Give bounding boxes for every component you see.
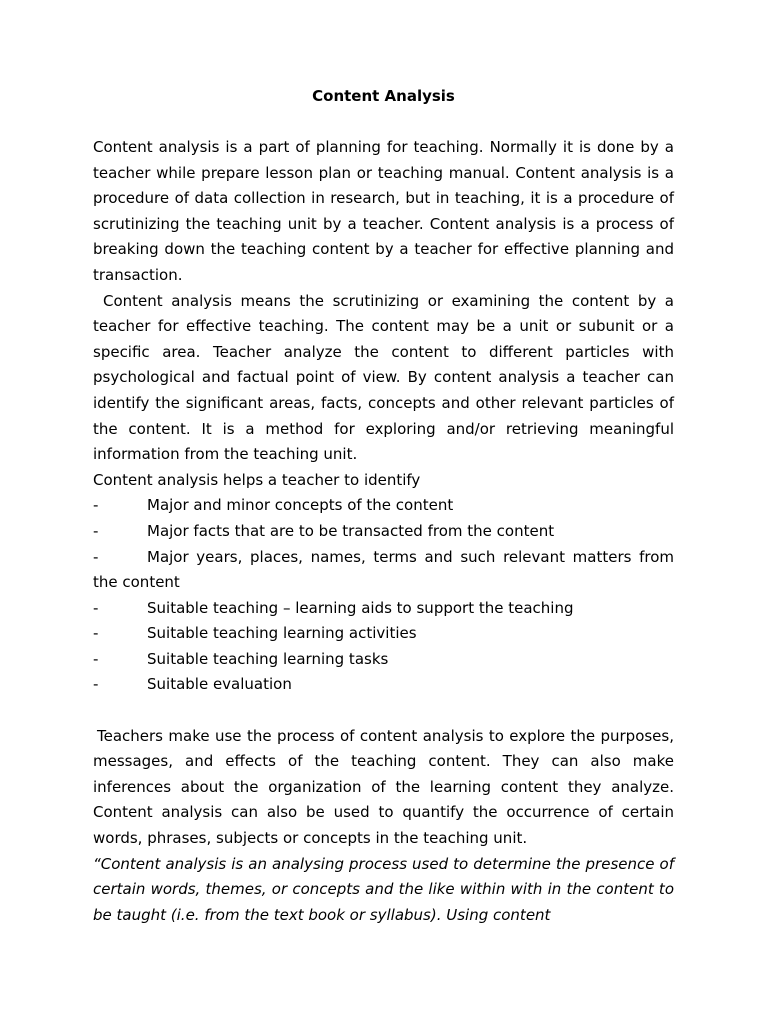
list-dash: - bbox=[93, 649, 99, 668]
quote-paragraph: “Content analysis is an analysing process used to determine the presence of certain words, themes, or concepts and the like within with in the content to be taught (i.e. from the text book or syllabus). Using content bbox=[93, 854, 674, 924]
list-dash: - bbox=[93, 496, 99, 515]
list-dash: - bbox=[93, 675, 99, 694]
paragraph-2: Content analysis means the scrutinizing or examining the content by a teacher for effective teaching. The content may be a unit or subunit or a specific area. Teacher analyze the content to different particles with psychological and factual point of view. By content analysis a teacher can identify the significant areas, facts, concepts and other relevant particles of the content. It is a method for exploring and/or retrieving meaningful information from the teaching unit. bbox=[93, 291, 674, 464]
paragraph-3: Teachers make use the process of content analysis to explore the purposes, messages, and effects of the teaching content. They can also make inferences about the organization of the learning content they analyze. Content analysis can also be used to quantify the occurrence of certain words, phrases, subjects or concepts in the teaching unit. bbox=[93, 726, 674, 848]
list-item-text: Suitable teaching – learning aids to support the teaching bbox=[147, 598, 574, 617]
identify-list bbox=[93, 493, 674, 698]
document-title: Content Analysis bbox=[312, 87, 455, 105]
list-item-text: Suitable evaluation bbox=[147, 675, 292, 694]
list-item bbox=[93, 672, 674, 698]
list-item bbox=[93, 545, 674, 596]
list-item bbox=[93, 621, 674, 647]
paragraph-1: Content analysis is a part of planning for teaching. Normally it is done by a teacher while prepare lesson plan or teaching manual. Content analysis is a procedure of data collection in research, but in teaching, it is a procedure of scrutinizing the teaching unit by a teacher. Content analysis is a process of breaking down the teaching content by a teacher for effective planning and transaction. bbox=[93, 138, 674, 284]
list-item bbox=[93, 519, 674, 545]
list-dash: - bbox=[93, 624, 99, 643]
list-item-text: Major and minor concepts of the content bbox=[147, 496, 454, 515]
list-intro: Content analysis helps a teacher to identify bbox=[93, 470, 421, 489]
list-item-text: Suitable teaching learning tasks bbox=[147, 649, 389, 668]
list-item-text: Major years, places, names, terms and such relevant matters from the content bbox=[93, 547, 674, 592]
list-dash: - bbox=[93, 521, 99, 540]
list-item bbox=[93, 596, 674, 622]
paragraph-gap bbox=[93, 698, 674, 724]
list-item bbox=[93, 647, 674, 673]
list-dash: - bbox=[93, 547, 99, 566]
list-item-text: Suitable teaching learning activities bbox=[147, 624, 417, 643]
document-page bbox=[93, 84, 674, 928]
list-item-text: Major facts that are to be transacted from the content bbox=[147, 521, 555, 540]
list-item bbox=[93, 493, 674, 519]
list-dash: - bbox=[93, 598, 99, 617]
